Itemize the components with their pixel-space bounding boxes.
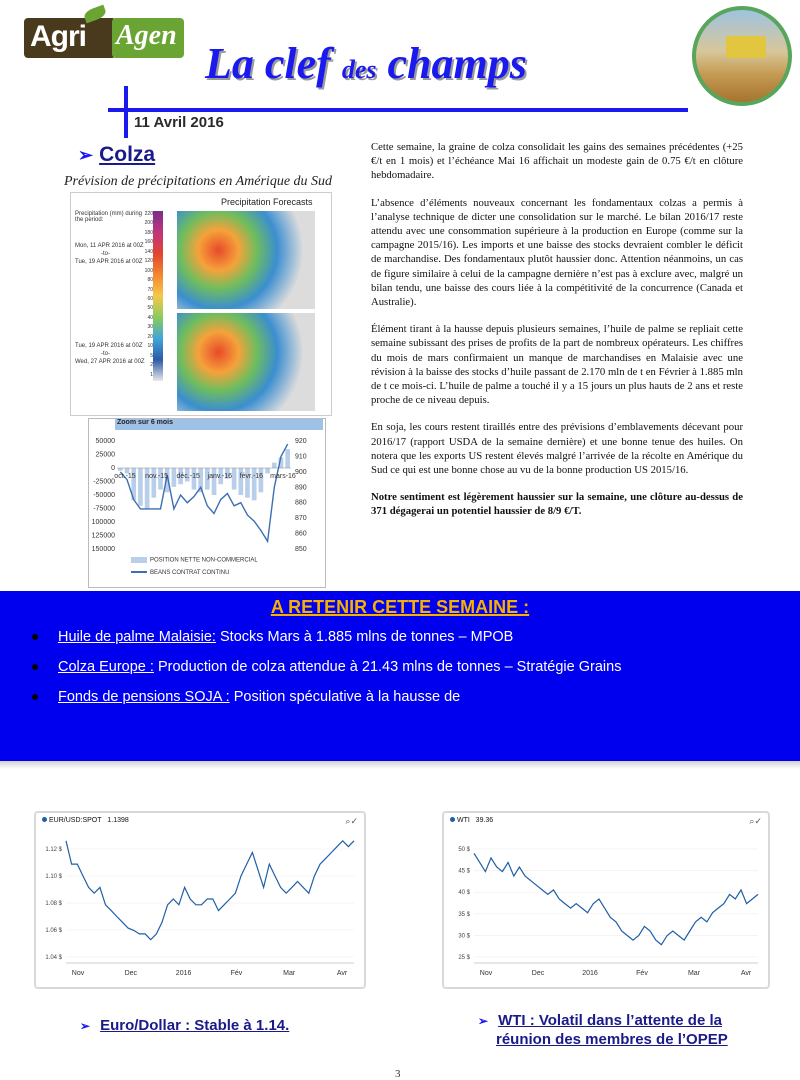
scale-tick-label: 30 [147,324,153,331]
x-axis-tick: févr.-16 [239,473,264,480]
legend-line: BEANS CONTRAT CONTINU [131,570,229,576]
scale-tick-label: 140 [144,248,153,255]
page-number: 3 [395,1068,401,1080]
bullet-icon [32,634,38,640]
scale-tick-label: 160 [144,239,153,246]
x-axis-tick: oct.-15 [114,473,136,480]
scale-tick-label: 100 [144,267,153,274]
agriagen-logo [24,12,186,66]
y-axis-tick: 1.12 $ [45,847,62,853]
period1-end: Tue, 19 APR 2016 at 00Z [75,259,143,265]
banner-title: A RETENIR CETTE SEMAINE : [270,597,530,617]
left-axis-tick: 25000 [95,451,115,459]
x-axis-tick: Dec [124,970,138,977]
right-axis-tick: 900 [295,468,307,476]
scale-tick-label: 80 [147,277,153,284]
arrow-bullet-icon: ➢ [80,1019,91,1033]
scale-tick-label: 120 [144,258,153,265]
x-axis-tick: Avr [740,970,752,977]
chart-tools-icon[interactable]: ⌕✓ [345,817,358,827]
eurusd-caption: ➢ Euro/Dollar : Stable à 1.14. [80,1017,290,1034]
logo-text-agen: Agen [116,20,177,51]
chart-header: EUR/USD:SPOT 1.1398 [42,817,129,824]
scale-tick-label: 220 [144,211,153,217]
x-axis-tick: 2016 [582,970,598,977]
wti-caption-line2: réunion des membres de l’OPEP [496,1031,728,1048]
right-axis-tick: 880 [295,499,307,507]
y-axis-tick: 1.04 $ [45,955,62,961]
header-rule [108,108,688,112]
forecast-map-week2 [177,313,315,411]
scale-tick-label: 20 [147,333,153,340]
price-line [66,841,354,940]
banner-shadow [0,761,800,769]
x-axis-tick: Nov [479,970,493,977]
left-axis-tick: 150000 [91,546,115,553]
key-point-item: Huile de palme Malaisie: Stocks Mars à 1.885 mlns de tonnes – MPOB [32,629,621,659]
bullet-icon [32,694,38,700]
position-bar [272,463,277,468]
x-axis-tick: mars-16 [270,473,296,480]
position-bar [138,468,143,506]
paragraph: En soja, les cours restent tiraillés entre des prévisions d’emblavements décevant pour 2016/17 (rapport USDA de la semaine dernière) et une bonne tenue des huiles. On notera que les exports US restent élevés malgré l’arrivée de la récolte en Amérique du Sud ce qui est une bonne chose au vu de la bonne production US 2015/16. [371,421,743,477]
right-axis-tick: 890 [295,484,307,492]
map-title: Precipitation Forecasts [221,197,313,207]
wti-caption: ➢ WTI : Volatil dans l’attente de la [478,1012,722,1029]
scale-tick-label: 180 [144,229,153,236]
left-axis-tick: 0 [111,465,115,472]
forecast-map-week1 [177,211,315,309]
y-axis-tick: 40 $ [458,890,470,897]
right-axis-tick: 860 [295,530,307,538]
paragraph: Élément tirant à la hausse depuis plusieurs semaines, l’huile de palme se repliait cette semaine subissant des prises de profits de la part de nombreux opérateurs. Les chiffres du mois de mars confirmaient un manque de marchandises en Malaisie avec une révision à la baisse des stocks d’huile passant de 2.170 mln de t en Février à 1.885 mln de t ce mois-ci. L’huile de palme a touché il y a 15 jours un plus hauts de 2 ans et reste proche de ce niveau depuis. [371,323,743,407]
x-axis-tick: Nov [71,970,85,977]
x-axis-tick: nov.-15 [145,473,169,480]
x-axis-tick: Dec [531,970,545,977]
scale-tick-label: 5 [150,352,153,359]
harvest-photo [692,6,792,106]
y-axis-tick: 1.06 $ [45,928,62,934]
key-point-item: Colza Europe : Production de colza attendue à 21.43 mlns de tonnes – Stratégie Grains [32,659,621,689]
left-axis-tick: -50000 [93,492,115,499]
key-points-list [32,629,621,719]
issue-date: 11 Avril 2016 [134,114,224,131]
x-axis-tick: déc.-15 [176,473,200,480]
logo-text-agri: Agri [30,20,86,53]
legend-title: Precipitation (mm) during the period: [75,211,143,223]
wti-chart [442,811,770,989]
left-axis-tick: -25000 [93,478,115,486]
newsletter-title: La clef des champs [205,39,527,88]
paragraph: Cette semaine, la graine de colza consolidait les gains des semaines précédentes (+25 €/t en 1 mois) et l’échéance Mai 16 affichait un modeste gain de 0.75 €/t en clôture hebdomadaire. [371,141,743,182]
scale-tick-label: 200 [144,220,153,227]
precip-colorbar [153,211,163,381]
period2-end: Wed, 27 APR 2016 at 00Z [75,359,145,365]
period2-start: Tue, 19 APR 2016 at 00Z [75,343,143,349]
position-bar [259,468,264,492]
chart-tools-icon[interactable]: ⌕✓ [749,817,762,827]
scale-tick-label: 60 [147,296,153,302]
y-axis-tick: 30 $ [458,933,470,940]
header-vertical-rule [124,86,128,138]
position-bar [172,468,177,487]
precipitation-forecast-map [70,192,332,416]
period2-to: -to- [101,351,110,357]
x-axis-tick: 2016 [175,970,192,977]
x-axis-tick: Fév [230,970,243,977]
right-axis-tick: 920 [295,438,307,445]
period1-start: Mon, 11 APR 2016 at 00Z [75,243,144,249]
scale-tick-label: 2 [150,362,153,369]
position-bar [285,449,290,468]
arrow-bullet-icon: ➢ [78,145,94,165]
legend-bars: POSITION NETTE NON-COMMERCIAL [131,557,258,564]
bullet-icon [32,664,38,670]
paragraph: L’absence d’éléments nouveaux concernant les fondamentaux colzas a permis à l’analyse technique de dicter une consolidation sur le marché. Le bilan 2016/17 reste attendu avec une consommation supérieure à la production en Europe (comme sur la campagne 2015/16). Les imports et une baisse des stocks devraient combler le déficit de marchandise. Des fondamentaux plutôt haussier donc. Attention néanmoins, un cas de figure similaire à celui de la campagne dernière n’est pas à exclure avec, malgré un bilan tendu, une baisse des cours liée à la compétitivité de la concurrence (Canada et Australie). [371,196,743,309]
arrow-bullet-icon: ➢ [478,1014,489,1028]
key-points-banner [0,591,800,761]
conclusion-paragraph: Notre sentiment est légèrement haussier sur la semaine, une clôture au-dessus de 371 dégagerai un potentiel haussier de 8/9 €/T. [371,491,743,518]
left-axis-tick: 100000 [91,519,115,526]
right-axis-tick: 850 [295,546,307,553]
chart-title: Zoom sur 6 mois [115,419,323,430]
right-axis-tick: 870 [295,515,307,523]
section-heading: ➢ Colza [78,143,156,166]
x-axis-tick: Avr [336,970,348,977]
chart-header: WTI 39.36 [450,817,493,824]
y-axis-tick: 1.08 $ [45,901,62,907]
position-bar [118,468,123,471]
right-axis-tick: 910 [295,453,307,461]
left-axis-tick: 50000 [95,438,115,445]
scale-tick-label: 50 [147,305,153,312]
scale-tick-label: 40 [147,314,153,321]
x-axis-tick: Mar [687,970,701,977]
position-chart [88,418,326,588]
x-axis-tick: janv.-16 [207,473,232,480]
article-body [371,140,743,532]
y-axis-tick: 45 $ [458,868,470,875]
y-axis-tick: 50 $ [458,847,470,853]
y-axis-tick: 25 $ [458,955,470,961]
left-axis-tick: -75000 [93,505,115,513]
scale-tick-label: 10 [147,343,153,350]
period1-to: -to- [101,251,110,257]
x-axis-tick: Fév [636,970,648,977]
scale-tick-label: 70 [147,286,153,293]
eurusd-chart [34,811,366,989]
y-axis-tick: 1.10 $ [45,874,62,880]
y-axis-tick: 35 $ [458,911,470,918]
x-axis-tick: Mar [283,970,296,977]
scale-tick-label: 1 [150,371,153,378]
position-bar [232,468,237,490]
price-line [474,853,758,944]
key-point-item: Fonds de pensions SOJA : Position spéculative à la hausse de [32,689,621,719]
map-caption: Prévision de précipitations en Amérique du Sud [64,174,333,189]
left-axis-tick: 125000 [91,532,115,540]
